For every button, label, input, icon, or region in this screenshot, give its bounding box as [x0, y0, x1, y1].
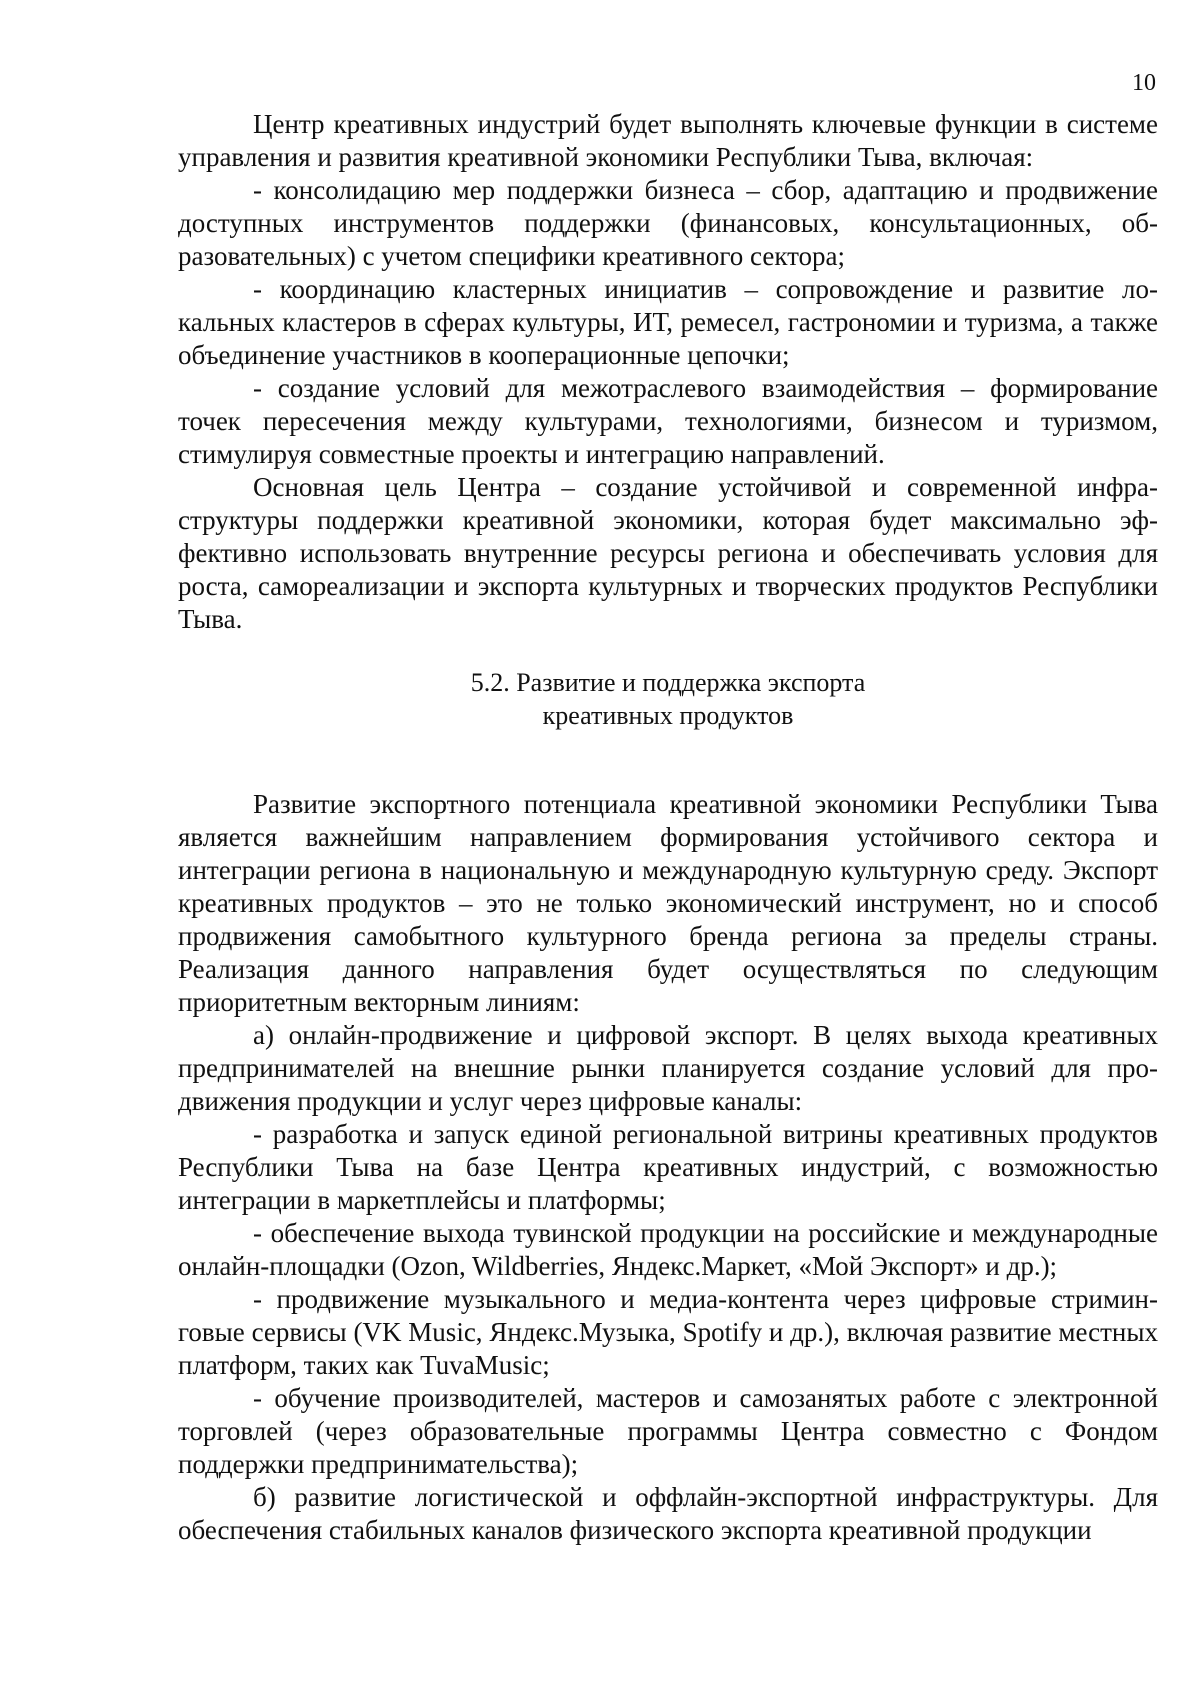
paragraph: - обучение производителей, мастеров и самозанятых работе с электронной торговлей (через образовательные программы Центра совместно с Фондом поддержки предпринимательства);: [178, 1383, 1158, 1479]
paragraph: Развитие экспортного потенциала креативной экономики Республики Тыва является важнейшим направлением формирования устойчивого сектора и интеграции региона в национальную и международную культурную среду. Экспорт креативных продуктов – это не только экономический инструмент, но и способ продвижения самобытного культурного бренда региона за пределы страны. Реализация данного направления будет осуществляться по следующим приоритетным векторным линиям:: [178, 789, 1158, 1017]
paragraph: - координацию кластерных инициатив – сопровождение и развитие локальных кластеров в сферах культуры, ИТ, ремесел, гастрономии и туризма, а также объединение участников в кооперационные цепочки;: [178, 274, 1158, 370]
paragraph: - обеспечение выхода тувинской продукции на российские и международные онлайн-площадки (Ozon, Wildberries, Яндекс.Маркет, «Мой Экспорт» и др.);: [178, 1218, 1158, 1281]
paragraph: б) развитие логистической и оффлайн-экспортной инфраструктуры. Для обеспечения стабильных каналов физического экспорта креативной продукции: [178, 1482, 1158, 1545]
paragraph: - консолидацию мер поддержки бизнеса – сбор, адаптацию и продвижение доступных инструментов поддержки (финансовых, консультационных, образовательных) с учетом специфики креативного сектора;: [178, 175, 1158, 271]
paragraph: - разработка и запуск единой региональной витрины креативных продуктов Республики Тыва на базе Центра креативных индустрий, с возможностью интеграции в маркетплейсы и платформы;: [178, 1119, 1158, 1215]
paragraph: Центр креативных индустрий будет выполнять ключевые функции в системе управления и развития креативной экономики Республики Тыва, включая:: [178, 109, 1158, 172]
paragraph: а) онлайн-продвижение и цифровой экспорт. В целях выхода креативных предпринимателей на внешние рынки планируется создание условий для продвижения продукции и услуг через цифровые каналы:: [178, 1020, 1158, 1116]
page-number: 10: [1132, 70, 1156, 96]
paragraph: - создание условий для межотраслевого взаимодействия – формирование точек пересечения между культурами, технологиями, бизнесом и туризмом, стимулируя совместные проекты и интеграцию направлений.: [178, 373, 1158, 469]
page-content: [178, 108, 1158, 1547]
section-heading-line: 5.2. Развитие и поддержка экспорта: [470, 668, 866, 697]
section-heading-line: креативных продуктов: [542, 701, 794, 730]
paragraph: Основная цель Центра – создание устойчивой и современной инфраструктуры поддержки креативной экономики, которая будет максимально эффективно использовать внутренние ресурсы региона и обеспечивать условия для роста, самореализации и экспорта культурных и творческих продуктов Республики Тыва.: [178, 472, 1158, 634]
paragraph: - продвижение музыкального и медиа-контента через цифровые стриминговые сервисы (VK Music, Яндекс.Музыка, Spotify и др.), включая развитие местных платформ, таких как TuvaMusic;: [178, 1284, 1158, 1380]
section-heading: [178, 666, 1158, 732]
